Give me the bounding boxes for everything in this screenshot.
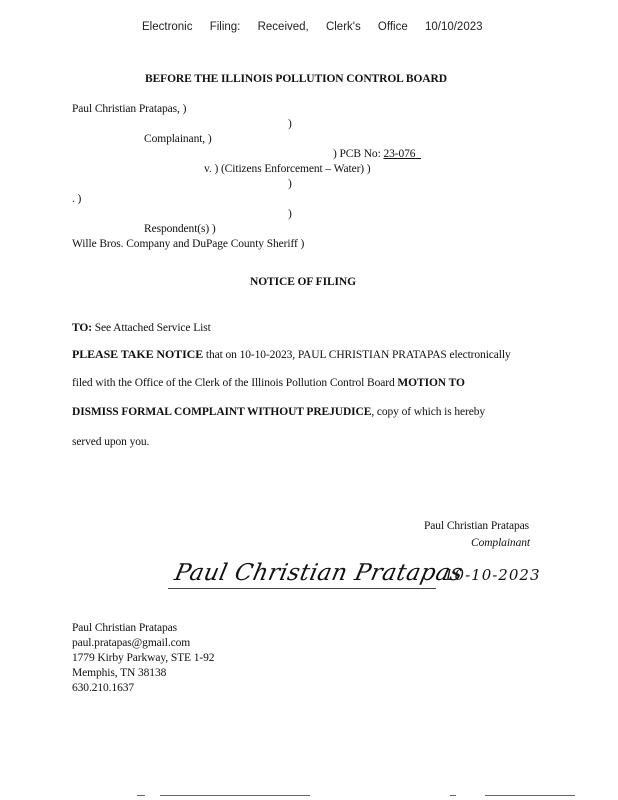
motion-title: MOTION TO xyxy=(397,377,465,389)
to-label: TO: xyxy=(72,322,92,334)
signature-line xyxy=(168,588,436,589)
caption-versus: v. ) (Citizens Enforcement – Water) ) xyxy=(204,163,371,175)
stamp-word: Clerk's xyxy=(325,21,361,33)
contact-phone: 630.210.1637 xyxy=(72,682,135,694)
contact-name: Paul Christian Pratapas xyxy=(72,622,178,634)
stamp-date: 10/10/2023 xyxy=(424,21,483,33)
pcb-value: 23-076 xyxy=(383,148,416,160)
caption-respondents: Wille Bros. Company and DuPage County Sheriff ) xyxy=(72,238,305,250)
stamp-word: Office xyxy=(377,21,408,33)
handwritten-signature: Paul Christian Pratapas xyxy=(172,560,466,586)
body-line-3 xyxy=(72,406,485,418)
contact-address-line-1: 1779 Kirby Parkway, STE 1-92 xyxy=(72,652,215,664)
handwritten-date: 10-10-2023 xyxy=(444,566,541,584)
body-text: filed with the Office of the Clerk of the Illinois Pollution Control Board xyxy=(72,377,398,389)
caption-paren: ) xyxy=(288,118,292,130)
caption-respondent-role: Respondent(s) ) xyxy=(144,223,216,235)
signer-name: Paul Christian Pratapas xyxy=(424,520,530,532)
caption-paren: ) xyxy=(288,178,292,190)
stamp-word: Filing: xyxy=(209,21,241,33)
body-text: , copy of which is hereby xyxy=(371,406,486,418)
filing-stamp xyxy=(142,21,483,33)
signer-role: Complainant xyxy=(471,537,530,549)
contact-address-line-2: Memphis, TN 38138 xyxy=(72,667,167,679)
scan-mark xyxy=(160,795,310,796)
contact-email: paul.pratapas@gmail.com xyxy=(72,637,191,649)
motion-title: DISMISS FORMAL COMPLAINT WITHOUT PREJUDICE xyxy=(72,406,372,418)
scan-mark xyxy=(137,795,145,796)
stamp-word: Received, xyxy=(257,21,309,33)
please-take-notice: PLEASE TAKE NOTICE xyxy=(72,347,204,361)
scan-mark xyxy=(485,795,575,796)
caption-paren: ) xyxy=(288,208,292,220)
pcb-label: ) PCB No: xyxy=(333,148,384,160)
caption-pcb-number xyxy=(333,148,421,160)
caption-complainant-name: Paul Christian Pratapas, ) xyxy=(72,103,187,115)
to-line xyxy=(72,322,211,334)
to-value: See Attached Service List xyxy=(91,322,211,334)
caption-dot-paren: . ) xyxy=(72,193,82,205)
caption-complainant-role: Complainant, ) xyxy=(144,133,212,145)
body-line-4: served upon you. xyxy=(72,436,150,448)
body-text: that on 10-10-2023, PAUL CHRISTIAN PRATAPAS electronically xyxy=(203,349,511,361)
scan-mark xyxy=(450,795,456,796)
body-line-1 xyxy=(72,347,511,362)
board-heading: BEFORE THE ILLINOIS POLLUTION CONTROL BOARD xyxy=(145,73,447,85)
stamp-word: Electronic xyxy=(142,21,193,33)
body-line-2 xyxy=(72,377,465,389)
notice-title: NOTICE OF FILING xyxy=(250,276,356,288)
